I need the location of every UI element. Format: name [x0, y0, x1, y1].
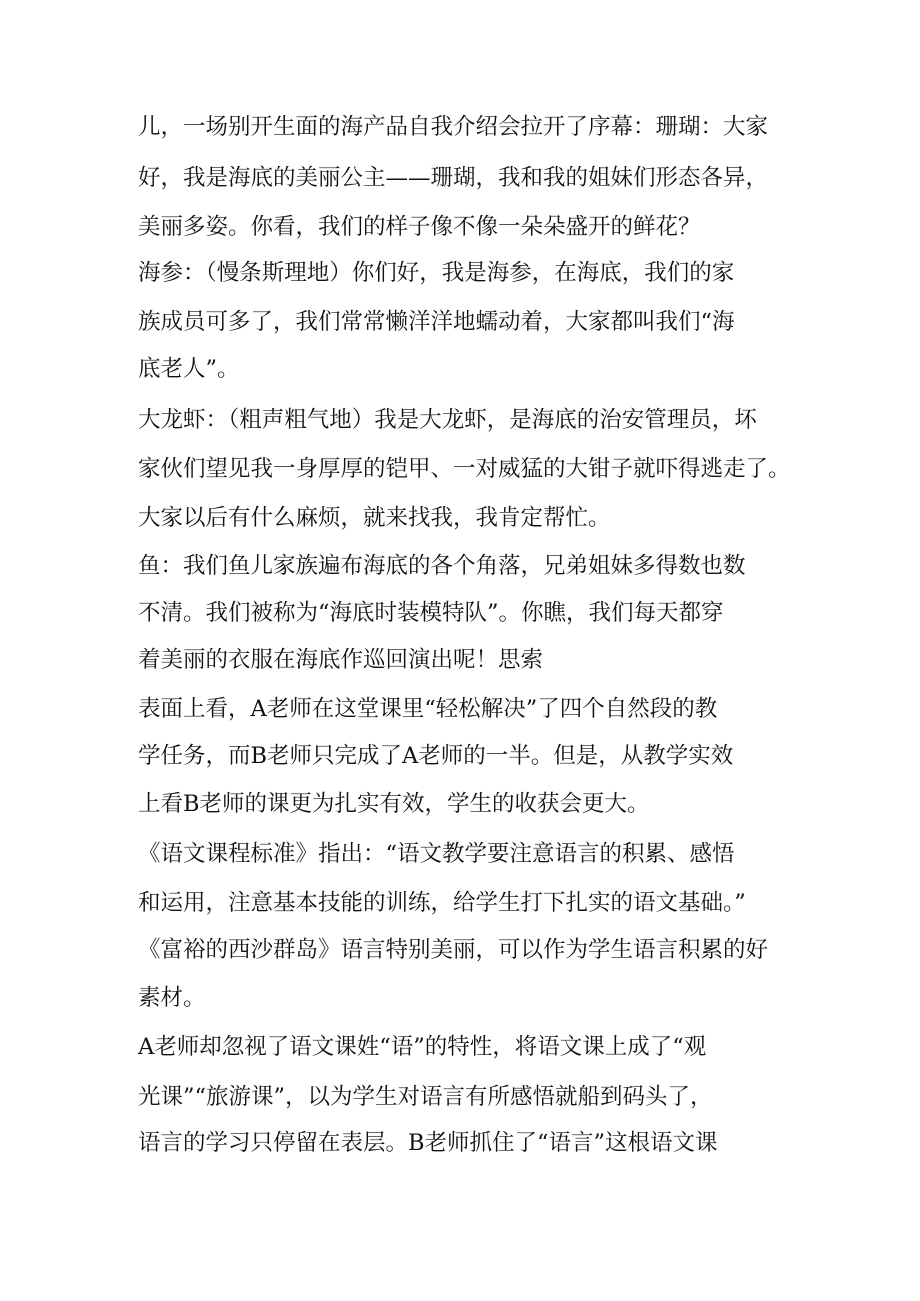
text-line: 美丽多姿。你看，我们的样子像不像一朵朵盛开的鲜花？ — [138, 214, 701, 240]
text-line: 《语文课程标准》指出：“语文教学要注意语言的积累、感悟 — [138, 841, 735, 867]
text-line: 鱼：我们鱼儿家族遍布海底的各个角落，兄弟姐妹多得数也数 — [138, 553, 746, 579]
text-line: 族成员可多了，我们常常懒洋洋地蠕动着，大家都叫我们“海 — [138, 309, 735, 335]
text-line: 《富裕的西沙群岛》语言特别美丽，可以作为学生语言积累的好 — [138, 937, 769, 963]
text-line: 光课”“旅游课”，以为学生对语言有所感悟就船到码头了， — [138, 1084, 713, 1110]
text-line: 上看B老师的课更为扎实有效，学生的收获会更大。 — [138, 791, 650, 817]
text-line: 好，我是海底的美丽公主——珊瑚，我和我的姐妹们形态各异， — [138, 165, 769, 191]
text-line: 底老人”。 — [138, 356, 240, 382]
text-line: A老师却忽视了语文课姓“语”的特性，将语文课上成了“观 — [138, 1034, 707, 1060]
text-line: 大龙虾：（粗声粗气地）我是大龙虾，是海底的治安管理员，坏 — [138, 407, 757, 433]
text-line: 家伙们望见我一身厚厚的铠甲、一对威猛的大钳子就吓得逃走了。 — [138, 456, 791, 482]
text-line: 不清。我们被称为“海底时装模特队”。你瞧，我们每天都穿 — [138, 600, 724, 626]
text-line: 海参：（慢条斯理地）你们好，我是海参，在海底，我们的家 — [138, 260, 735, 286]
text-line: 学任务，而B老师只完成了A老师的一半。但是，从教学实效 — [138, 743, 734, 769]
text-line: 语言的学习只停留在表层。B老师抓住了“语言”这根语文课 — [138, 1130, 718, 1156]
text-line: 着美丽的衣服在海底作巡回演出呢！思索 — [138, 647, 544, 673]
text-line: 大家以后有什么麻烦，就来找我，我肯定帮忙。 — [138, 505, 611, 531]
text-line: 和运用，注意基本技能的训练，给学生打下扎实的语文基础。” — [138, 890, 746, 916]
text-line: 表面上看，A老师在这堂课里“轻松解决”了四个自然段的教 — [138, 696, 718, 722]
text-line: 素材。 — [138, 985, 206, 1011]
text-line: 儿，一场别开生面的海产品自我介绍会拉开了序幕：珊瑚：大家 — [138, 114, 769, 140]
